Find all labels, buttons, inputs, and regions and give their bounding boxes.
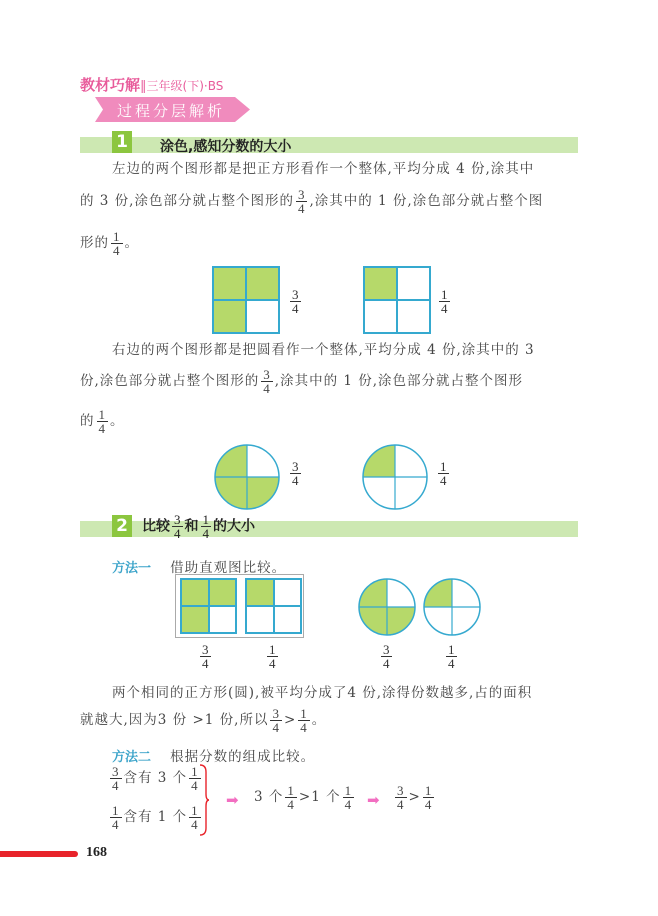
final-result: $\frac{3}{4}$ > $\frac{1}{4}$: [397, 783, 433, 812]
para2-line3: [80, 406, 125, 437]
section-banner: [95, 97, 250, 122]
section1-bar: [80, 137, 578, 153]
brace-icon: [198, 764, 210, 836]
method2-text: 根据分数的组成比较。: [170, 749, 316, 765]
small-square-one-quarter: [245, 578, 302, 634]
method2-label: 方法二: [112, 750, 152, 765]
method1-label: 方法一: [112, 561, 152, 576]
explain-line1: 两个相同的正方形(圆),被平均分成了4 份,涂得份数越多,占的面积: [112, 685, 533, 701]
small-circle-three-quarters: [357, 577, 417, 637]
square-label-one-quarter: $\frac{1}{4}$: [441, 287, 448, 316]
label-circle-14: $\frac{1}{4}$: [448, 642, 455, 671]
circle-label-three-quarters: $\frac{3}{4}$: [292, 459, 299, 488]
page-number: 168: [86, 845, 107, 860]
denominator: 4: [297, 201, 306, 216]
para2-line2: [80, 366, 580, 397]
para1-line3: [80, 228, 139, 259]
square-one-quarter: [363, 266, 431, 334]
fraction-one-quarter: $\frac{1}{4}$: [98, 407, 106, 436]
book-subtitle: 三年级(下)·BS: [146, 79, 224, 93]
circle-one-quarter: [360, 442, 430, 512]
section2-title: 比较 $\frac{3}{4}$ 和 $\frac{1}{4}$ 的大小: [142, 512, 255, 541]
para2-line1: 右边的两个图形都是把圆看作一个整体,平均分成 4 份,涂其中的 3: [112, 342, 535, 358]
composition-row-1: $\frac{3}{4}$ 含有 3 个 $\frac{1}{4}$: [112, 764, 199, 793]
period: 。: [110, 413, 125, 429]
label-square-34: $\frac{3}{4}$: [202, 642, 209, 671]
fraction-one-quarter: [111, 230, 123, 257]
circle-three-quarters: [212, 442, 282, 512]
period: 。: [124, 235, 139, 251]
para1-text-c: 形的: [80, 235, 109, 251]
para1-text-a: 的 3 份,涂色部分就占整个图形的: [80, 193, 294, 209]
fraction-three-quarters: $\frac{3}{4}$: [263, 367, 271, 396]
explain-line2: 就越大,因为3 份 >1 份,所以 $\frac{3}{4}$ > $\frac{1}{4}$ 。: [80, 706, 327, 735]
para1-line1: 左边的两个图形都是把正方形看作一个整体,平均分成 4 份,涂其中: [112, 161, 535, 177]
small-circle-one-quarter: [422, 577, 482, 637]
numerator: 1: [113, 229, 121, 244]
book-brand: 教材巧解: [80, 76, 141, 94]
composition-row-2: $\frac{1}{4}$ 含有 1 个 $\frac{1}{4}$: [112, 803, 199, 832]
para1-line2: [80, 186, 580, 217]
arrow-right-icon: ➡: [367, 791, 380, 809]
label-circle-34: $\frac{3}{4}$: [383, 642, 390, 671]
para2-text-a: 份,涂色部分就占整个图形的: [80, 373, 260, 389]
label-square-14: $\frac{1}{4}$: [269, 642, 276, 671]
section1-number: 1: [112, 131, 132, 153]
circle-label-one-quarter: $\frac{1}{4}$: [440, 459, 447, 488]
page-header: [80, 74, 223, 95]
method1-text: 借助直观图比较。: [170, 560, 287, 576]
para2-text-c: 的: [80, 413, 95, 429]
square-label-three-quarters: $\frac{3}{4}$: [292, 287, 299, 316]
banner-title: 过程分层解析: [117, 102, 226, 120]
numerator: 3: [297, 187, 306, 202]
header-divider: ‖: [140, 79, 147, 94]
denominator: 4: [113, 243, 121, 258]
fraction-three-quarters: [296, 188, 308, 215]
arrow-right-icon: ➡: [226, 791, 239, 809]
para1-text-b: ,涂其中的 1 份,涂色部分就占整个图: [309, 193, 544, 209]
square-three-quarters: [212, 266, 280, 334]
section1-title: 涂色,感知分数的大小: [160, 139, 292, 155]
small-square-three-quarters: [180, 578, 237, 634]
para2-text-b: ,涂其中的 1 份,涂色部分就占整个图形: [274, 373, 524, 389]
footer-bar: [0, 851, 78, 857]
section2-number: 2: [112, 515, 132, 537]
result-comparison: 3 个 $\frac{1}{4}$ >1 个 $\frac{1}{4}$: [254, 783, 353, 812]
